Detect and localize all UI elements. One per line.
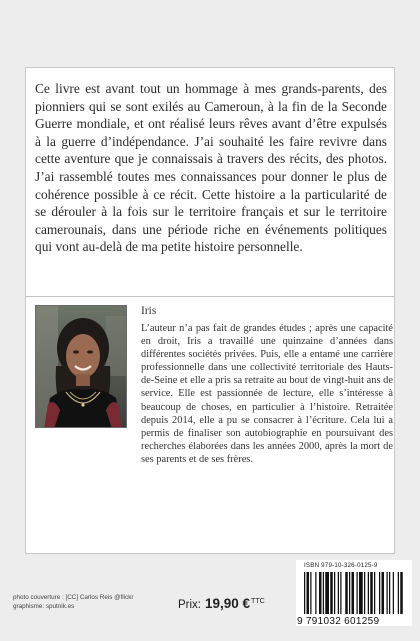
photo-credit: photo couverture : [CC] Carlos Reis @flickr (13, 594, 134, 601)
price-tax-suffix: TTC (251, 598, 265, 605)
isbn-digits: 9 791032 601259 (297, 616, 380, 627)
design-credit: graphisme: sputnik.es (13, 602, 75, 610)
isbn-label: ISBN 979-10-326-0125-9 (304, 562, 378, 569)
price (178, 596, 265, 611)
section-divider (25, 296, 395, 297)
book-blurb: Ce livre est avant tout un hommage à mes grands-parents, des pionniers qui se sont exilés au Cameroun, à la fin de la Seconde Guerre mondiale, et ont réalisé leurs rêves avant d’être expulsés à la guerre d’indépendance. J’ai souhaité les faire revivre dans cette aventure que je connaissais à travers des récits, des photos. J’ai rassemblé toutes mes connaissances pour donner le plus de cohérence possible à ce récit. Cette histoire a la particularité de se dérouler à la fois sur le territoire français et sur le territoire camerounais, dans une période riche en événements politiques qui vont au-delà de ma petite histoire personnelle. (35, 81, 387, 255)
credits (13, 594, 133, 612)
price-label: Prix: (178, 599, 201, 611)
author-biography: L’auteur n’a pas fait de grandes études ; après une capacité en droit, Iris a travaillé une quinzaine d’années dans différentes sociétés privées. Puis, elle a entamé une carrière professionnelle dans une collectivité territoriale des Hauts-de-Seine et elle a pris sa retraite au bout de vingt-huit ans de service. Elle est passionnée de lecture, elle s’intéresse à beaucoup de choses, en particulier à l’histoire. Retraitée depuis 2014, elle a pu se consacrer à l’écriture. Cela lui a permis de finaliser son autobiographie en poursuivant des recherches élaborées dans les années 2000, après la mort de ses parents et de ses frères. (141, 323, 393, 465)
author-portrait-illustration (36, 306, 127, 428)
author-photo (35, 305, 127, 428)
author-name: Iris (141, 305, 157, 317)
price-amount: 19,90 € (205, 596, 251, 611)
